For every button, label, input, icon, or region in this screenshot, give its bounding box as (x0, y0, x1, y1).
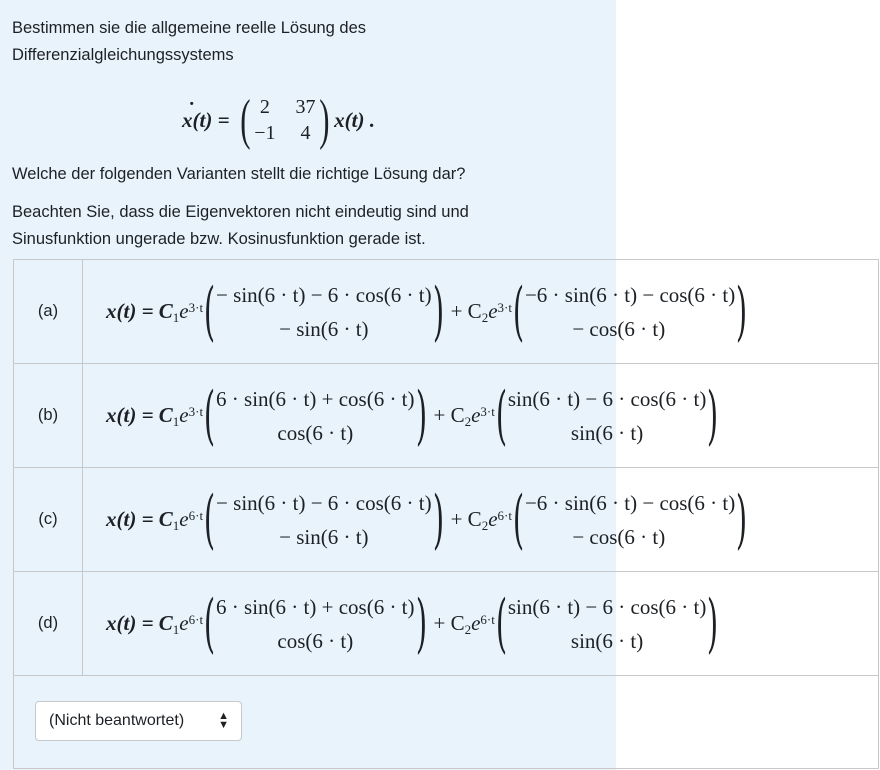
exponent: 6·t (188, 611, 204, 627)
option-formula: x(t) = C 1 e 6·t ( 6 · sin(6 · t) + cos(6 · t) cos(6 · t) ) + C 2 e 6·t ( sin(6 · t) − 6 · cos(6 · t) sin(6 · t) ) (106, 586, 719, 661)
question-prompt: Welche der folgenden Varianten stellt die richtige Lösung dar? (12, 165, 466, 183)
subscript: 2 (464, 413, 472, 429)
matrix-left-paren: ( (239, 89, 251, 151)
answer-select[interactable] (35, 701, 242, 741)
option-formula: x(t) = C 1 e 3·t ( 6 · sin(6 · t) + cos(6 · t) cos(6 · t) ) + C 2 e 3·t ( sin(6 · t) − 6 · cos(6 · t) sin(6 · t) ) (106, 378, 719, 453)
vector-2 (508, 382, 706, 450)
plus-c: + C (433, 611, 465, 635)
plus-c: + C (433, 403, 465, 427)
formula-lhs: x(t) = C (106, 611, 173, 635)
vector-bottom: sin(6 · t) (570, 628, 644, 653)
vector-2 (508, 590, 706, 658)
option-label: (c) (14, 468, 83, 571)
vector-bottom: cos(6 · t) (277, 420, 354, 445)
ode-system-equation (182, 89, 375, 151)
vector-top: 6 · sin(6 · t) + cos(6 · t) (216, 594, 415, 619)
subscript: 2 (481, 309, 489, 325)
option-formula: x(t) = C 1 e 6·t ( − sin(6 · t) − 6 · cos(6 · t) − sin(6 · t) ) + C 2 e 6·t ( −6 · sin(6 · t) − cos(6 · t) − cos(6 · t) ) (106, 482, 748, 557)
answer-select-value: (Nicht beantwortet) (49, 712, 185, 729)
matrix-cell: 37 (295, 96, 316, 118)
vector-top: 6 · sin(6 · t) + cos(6 · t) (216, 386, 415, 411)
exponent: 6·t (188, 507, 204, 523)
equation-rhs: x(t) . (334, 107, 375, 132)
vector-top: − sin(6 · t) − 6 · cos(6 · t) (216, 490, 432, 515)
note-line-2: Sinusfunktion ungerade bzw. Kosinusfunktion gerade ist. (12, 230, 426, 248)
vector-top: −6 · sin(6 · t) − cos(6 · t) (524, 490, 736, 515)
matrix-cell: 4 (300, 122, 311, 144)
subscript: 1 (172, 517, 180, 533)
subscript: 1 (172, 413, 180, 429)
options-table (13, 259, 879, 769)
formula-lhs: x(t) = C (106, 507, 173, 531)
vector-bottom: − sin(6 · t) (279, 316, 369, 341)
vector-2 (525, 486, 735, 554)
exponent: 3·t (188, 403, 204, 419)
coefficient-matrix (254, 97, 315, 143)
option-label: (d) (14, 572, 83, 675)
up-down-arrows-icon: ▲ ▼ (218, 710, 229, 731)
option-row-b (14, 364, 878, 468)
vector-bottom: − sin(6 · t) (279, 524, 369, 549)
option-row-d (14, 572, 878, 676)
intro-line-1: Bestimmen sie die allgemeine reelle Lösung des (12, 19, 367, 37)
vector-1 (216, 590, 414, 658)
exponent: 3·t (480, 403, 495, 419)
subscript: 1 (172, 621, 180, 637)
question-note (12, 199, 572, 253)
option-label: (b) (14, 364, 83, 467)
option-row-c (14, 468, 878, 572)
note-line-1: Beachten Sie, dass die Eigenvektoren nicht eindeutig sind und (12, 203, 469, 221)
formula-lhs: x(t) = C (106, 299, 173, 323)
equation-lhs: ˙ x(t) = (182, 110, 230, 131)
vector-bottom: cos(6 · t) (277, 628, 354, 653)
formula-lhs: x(t) = C (106, 403, 173, 427)
subscript: 2 (481, 517, 489, 533)
option-row-a (14, 260, 878, 364)
subscript: 2 (464, 621, 472, 637)
vector-1 (216, 486, 432, 554)
vector-bottom: sin(6 · t) (570, 420, 644, 445)
matrix-right-paren: ) (319, 89, 330, 151)
vector-bottom: − cos(6 · t) (572, 524, 666, 549)
vector-top: sin(6 · t) − 6 · cos(6 · t) (507, 386, 707, 411)
vector-1 (216, 278, 432, 346)
plus-c: + C (450, 507, 482, 531)
vector-top: sin(6 · t) − 6 · cos(6 · t) (507, 594, 707, 619)
matrix-cell: 2 (259, 96, 270, 118)
question-intro (12, 15, 572, 69)
plus-c: + C (450, 299, 482, 323)
exponent: 6·t (497, 507, 512, 523)
option-formula: x(t) = C 1 e 3·t ( − sin(6 · t) − 6 · cos(6 · t) − sin(6 · t) ) + C 2 e 3·t ( −6 · sin(6 · t) − cos(6 · t) − cos(6 · t) ) (106, 274, 748, 349)
exponent: 3·t (188, 299, 204, 315)
intro-line-2: Differenzialgleichungssystems (12, 46, 234, 64)
vector-top: −6 · sin(6 · t) − cos(6 · t) (524, 282, 736, 307)
vector-2 (525, 278, 735, 346)
vector-top: − sin(6 · t) − 6 · cos(6 · t) (216, 282, 432, 307)
vector-1 (216, 382, 414, 450)
option-label: (a) (14, 260, 83, 363)
subscript: 1 (172, 309, 180, 325)
exponent: 3·t (497, 299, 512, 315)
vector-bottom: − cos(6 · t) (572, 316, 666, 341)
exponent: 6·t (480, 611, 495, 627)
matrix-cell: −1 (254, 122, 276, 144)
